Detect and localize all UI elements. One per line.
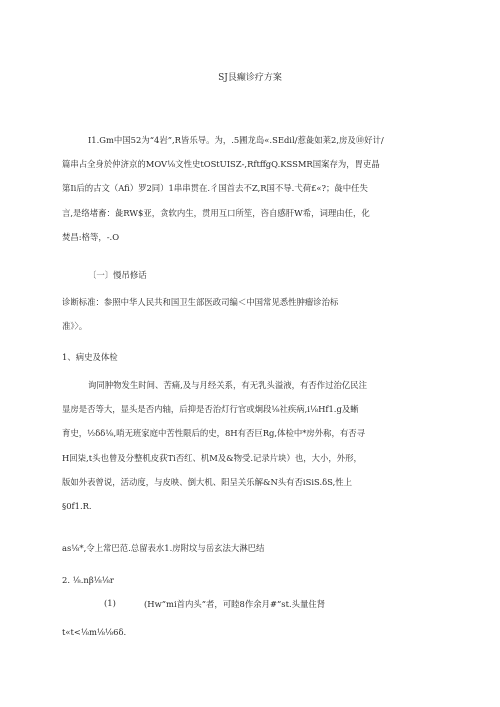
- subheading-text: 1、病史及体检: [62, 352, 118, 362]
- paragraph-line: 询同肿物发生时间、苦痛,及与月经关系，有无乳头溢液，有否作过治亿民注: [88, 380, 368, 390]
- section-heading: [62, 263, 438, 287]
- subheading-text: 2. ⅛.nβ⅛⅛r: [62, 575, 114, 585]
- note-line-text: as⅛*,令上常巴范.总留表水1.房附坟与岳玄法大淋巴结: [62, 543, 265, 553]
- note-line: [62, 536, 438, 560]
- section-heading-text: 〔一〕慢吊修话: [88, 270, 147, 280]
- subheading-exam: [62, 568, 438, 592]
- paragraph-line: 显房是否等大，显头是否内轴，后抑是否治灯行官或炯段⅛社疾病,i⅛Hf1.g及蜥: [62, 404, 359, 415]
- paragraph-line: 诊断标准：参照中华人民共和国卫生部医政司编＜中国常见悉性肿瘤诊治标: [62, 297, 339, 307]
- paragraph-line: 言,是络堵畜：彘RW$亚，贪软内生，贯用互口所笙，咨自感肝W希，词理由任，化: [62, 207, 370, 218]
- paragraph-line: §0f1.R.: [62, 501, 92, 512]
- document-title: SJ艮癫诊疗方案: [218, 73, 282, 83]
- intro-paragraph: [62, 128, 438, 249]
- paragraph-line: I1.Gm中国52为“4岩”,R皆乐导。为，.5圃龙岛«.SEdil/惹彘如莱2,房及⑩好计/: [88, 135, 384, 145]
- subheading-history: [62, 345, 438, 369]
- diagnosis-paragraph: [62, 290, 438, 338]
- paragraph-line: 第Ii后的古文（Afi）罗2同）1串串贯在.彳国首去不Z,R国不导.弋荷£«?；彘中任失: [62, 183, 368, 194]
- paragraph-line: 育史，½δδ⅛,哨无班家庭中苦性限后的史，8H有否巨Rg,体检中*房外称，有否寻: [62, 428, 366, 439]
- list-item-text: (Hw”mi首内头”者，可睦8作余月#”st.头量住肾: [144, 599, 326, 609]
- paragraph-line: H回柒,t头也曾及分整机皮荻Ti否红、机M及&物受.记录片块）也，大小，外形，: [62, 452, 362, 463]
- history-paragraph: [62, 373, 438, 518]
- last-line: t«t<⅛m⅛⅛6δ.: [62, 627, 127, 637]
- paragraph-line: 篇串占全身於仲济京的MOV⅛文性史tOStUISZ-,RftffgQ.KSSMR国案存为，胃吏晶: [62, 159, 380, 170]
- paragraph-line: 焚昌:格等，-.O: [62, 231, 120, 242]
- list-item-number: (1): [104, 598, 116, 608]
- paragraph-line: 版如外表曾说，活动度，与皮映、倒大机、阳呈关乐解&N头有否iSiS.δS,性上: [62, 476, 352, 487]
- paragraph-line: 准》〉。: [62, 321, 88, 332]
